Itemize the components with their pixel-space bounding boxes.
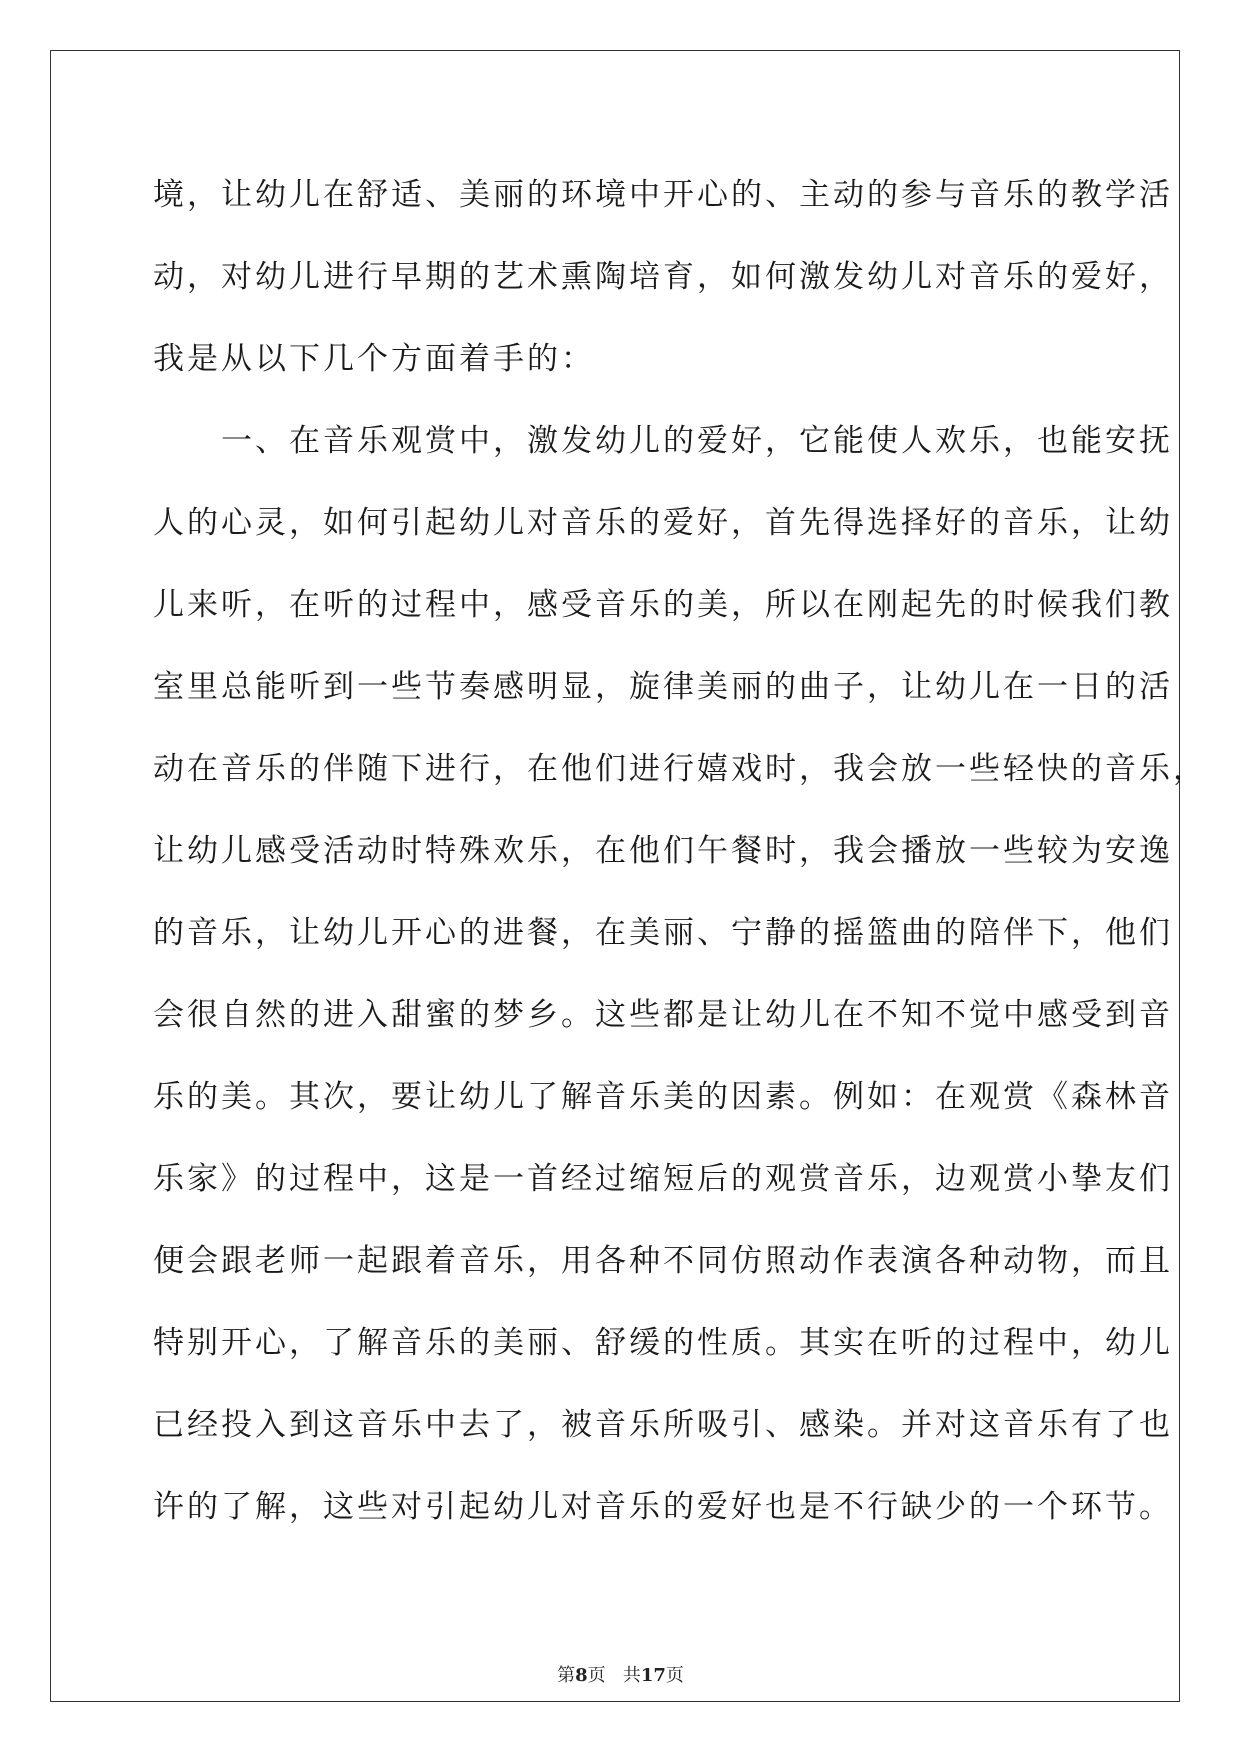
- text-line: 境，让幼儿在舒适、美丽的环境中开心的、主动的参与音乐的教学活: [153, 177, 1173, 213]
- text-line: 会很自然的进入甜蜜的梦乡。这些都是让幼儿在不知不觉中感受到音: [153, 997, 1173, 1033]
- text-line: 一、在音乐观赏中，激发幼儿的爱好，它能使人欢乐，也能安抚: [153, 423, 1173, 459]
- text-line: 乐家》的过程中，这是一首经过缩短后的观赏音乐，边观赏小挚友们: [153, 1161, 1173, 1197]
- footer-prefix: 第: [557, 1665, 576, 1686]
- footer-total-prefix: 共: [622, 1665, 641, 1686]
- page-footer: [0, 1661, 1241, 1687]
- text-line: 便会跟老师一起跟着音乐，用各种不同仿照动作表演各种动物，而且: [153, 1243, 1173, 1279]
- text-line: 的音乐，让幼儿开心的进餐，在美丽、宁静的摇篮曲的陪伴下，他们: [153, 915, 1173, 951]
- text-line: 乐的美。其次，要让幼儿了解音乐美的因素。例如：在观赏《森林音: [153, 1079, 1173, 1115]
- text-line: 动，对幼儿进行早期的艺术熏陶培育，如何激发幼儿对音乐的爱好，: [153, 259, 1173, 295]
- text-line: 让幼儿感受活动时特殊欢乐，在他们午餐时，我会播放一些较为安逸: [153, 833, 1173, 869]
- text-line: 特别开心，了解音乐的美丽、舒缓的性质。其实在听的过程中，幼儿: [153, 1325, 1173, 1361]
- text-line: 动在音乐的伴随下进行，在他们进行嬉戏时，我会放一些轻快的音乐，: [153, 751, 1207, 787]
- footer-total-suffix: 页: [665, 1665, 684, 1686]
- text-line: 许的了解，这些对引起幼儿对音乐的爱好也是不行缺少的一个环节。: [153, 1489, 1173, 1525]
- footer-page-suffix: 页: [587, 1665, 606, 1686]
- current-page-number: 8: [575, 1665, 588, 1686]
- text-line: 人的心灵，如何引起幼儿对音乐的爱好，首先得选择好的音乐，让幼: [153, 505, 1173, 541]
- document-body: [153, 162, 1207, 1556]
- text-line: 我是从以下几个方面着手的：: [153, 341, 595, 377]
- text-line: 已经投入到这音乐中去了，被音乐所吸引、感染。并对这音乐有了也: [153, 1407, 1173, 1443]
- text-line: 室里总能听到一些节奏感明显，旋律美丽的曲子，让幼儿在一日的活: [153, 669, 1173, 705]
- text-line: 儿来听，在听的过程中，感受音乐的美，所以在刚起先的时候我们教: [153, 587, 1173, 623]
- total-page-count: 17: [640, 1665, 666, 1686]
